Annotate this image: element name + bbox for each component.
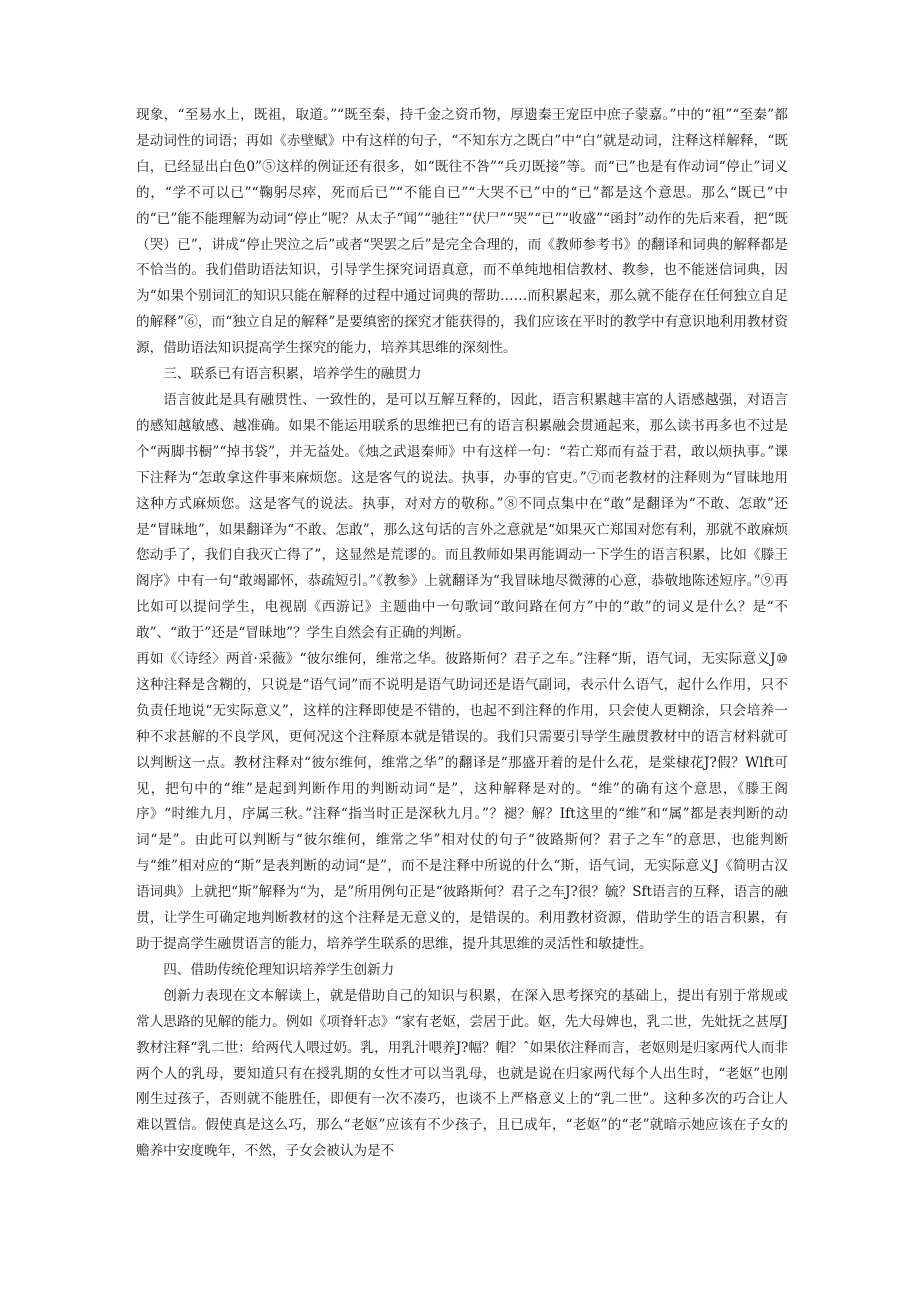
paragraph-creativity: 创新力表现在文本解读上，就是借助自己的知识与积累，在深入思考探究的基础上，提出有别于常规或常人思路的见解的能力。例如《项脊轩志》“家有老妪，尝居于此。妪，先大母婢也，乳二世，先妣抚之甚厚J教材注释“乳二世：给两代人喂过奶。乳，用乳汁喂养J?幅？帽？ˆ如果依注释而言，老妪则是归家两代人而非两个人的乳母，要知道只有在授乳期的女性才可以当乳母，也就是说在归家两代每个人出生时，“老妪”也刚刚生过孩子，否则就不能胜任，即便有一次不凑巧，也谈不上严格意义上的“乳二世”。这种多次的巧合让人难以置信。假使真是这么巧，那么“老妪”应该有不少孩子，且已成年，“老妪”的“老”就暗示她应该在子女的赡养中安度晚年，不然，子女会被认为是不 xyxy=(136,987,788,1160)
paragraph-caiwei: 再如《〈诗经〉两首·采薇》“彼尔维何，维常之华。彼路斯何？君子之车。”注释“斯，语气词，无实际意义J⑩这种注释是含糊的，只说是“语气词”而不说明是语气助词还是语气副词，表示什么语气，起什么作用，只不负责任地说“无实际意义”，这样的注释即使是不错的，也起不到注释的作用，只会使人更糊涂，只会培养一种不求甚解的不良学风，更何况这个注释原本就是错误的。我们只需要引导学生融贯教材中的语言材料就可以判断这一点。教材注释对“彼尔维何，维常之华”的翻译是“那盛开着的是什么花，是棠棣花J?假？Wlft可见，把句中的“维”是起到判断作用的判断动词“是”，这种解释是对的。“维”的确有这个意思，《滕王阁序》“时维九月，序属三秋。”注释“指当时正是深秋九月。”？褪？解？Ift这里的“维”和“属”都是表判断的动词“是”。由此可以判断与“彼尔维何，维常之华”相对仗的句子“彼路斯何？君子之车”的意思，也能判断与“维”相对应的“斯”是表判断的动词“是”，而不是注释中所说的什么“斯，语气词，无实际意义J《简明古汉语词典》上就把“斯”解释为“为，是”所用例句正是“彼路斯何？君子之车J?很？毓？Sft语言的互释，语言的融贯，让学生可确定地判断教材的这个注释是无意义的，是错误的。利用教材资源，借助学生的语言积累，有助于提高学生融贯语言的能力，培养学生联系的思维，提升其思维的灵活性和敏捷性。 xyxy=(136,651,788,952)
article-body xyxy=(136,103,788,1165)
paragraph-continuation: 现象，“至易水上，既祖，取道。”“既至秦，持千金之资币物，厚遗秦王宠臣中庶子蒙嘉。”中的“祖”“至秦”都是动词性的词语；再如《赤壁赋》中有这样的句子，“不知东方之既白”中“白”就是动词，注释这样解释，“既白，已经显出白色0”⑤这样的例证还有很多，如“既往不咎”“兵刃既接”等。而“已”也是有作动词“停止”词义的，“学不可以已”“鞠躬尽瘁，死而后已”“不能自已”“大哭不已”中的“已”都是这个意思。那么“既已”中的“已”能不能理解为动词“停止”呢？从太子“闻”“驰往”“伏尸”“哭”“已”“收盛”“函封”动作的先后来看，把“既（哭）已”，讲成“停止哭泣之后”或者“哭罢之后”是完全合理的，而《教师参考书》的翻译和词典的解释都是不恰当的。我们借助语法知识，引导学生探究词语真意，而不单纯地相信教材、教参，也不能迷信词典，因为“如果个别词汇的知识只能在解释的过程中通过词典的帮助……而积累起来，那么就不能存在任何独立自足的解释”⑥，而“独立自足的解释”是要缜密的探究才能获得的，我们应该在平时的教学中有意识地利用教材资源，借助语法知识提高学生探究的能力，培养其思维的深刻性。 xyxy=(136,107,788,357)
section-heading-4: 四、借助传统伦理知识培养学生创新力 xyxy=(163,961,395,978)
paragraph-coherence: 语言彼此是具有融贯性、一致性的，是可以互解互释的，因此，语言积累越丰富的人语感越强，对语言的感知越敏感、越准确。如果不能运用联系的思维把已有的语言积累融会贯通起来，那么读书再多也不过是个“两脚书橱”“掉书袋”，并无益处。《烛之武退秦师》中有这样一句：“若亡郑而有益于君，敢以烦执事。”课下注释为“怎敢拿这件事来麻烦您。这是客气的说法。执事，办事的官吏。”⑦而老教材的注释则为“冒昧地用这种方式麻烦您。这是客气的说法。执事，对对方的敬称。”⑧不同点集中在“敢”是翻译为“不敢、怎敢”还是“冒昧地”，如果翻译为“不敢、怎敢”，那么这句话的言外之意就是“如果灭亡郑国对您有利，那就不敢麻烦您动手了，我们自我灭亡得了”，这显然是荒谬的。而且教师如果再能调动一下学生的语言积累，比如《滕王阁序》中有一句“敢竭鄙怀，恭疏短引。”《教参》上就翻译为“我冒昧地尽微薄的心意，恭敬地陈述短序。”⑨再比如可以提问学生，电视剧《西游记》主题曲中一句歌词“敢问路在何方”中的“敢”的词义是什么？是“不敢”、“敢于”还是“冒昧地”？学生自然会有正确的判断。 xyxy=(136,391,788,642)
section-heading-3: 三、联系已有语言积累，培养学生的融贯力 xyxy=(163,366,422,383)
